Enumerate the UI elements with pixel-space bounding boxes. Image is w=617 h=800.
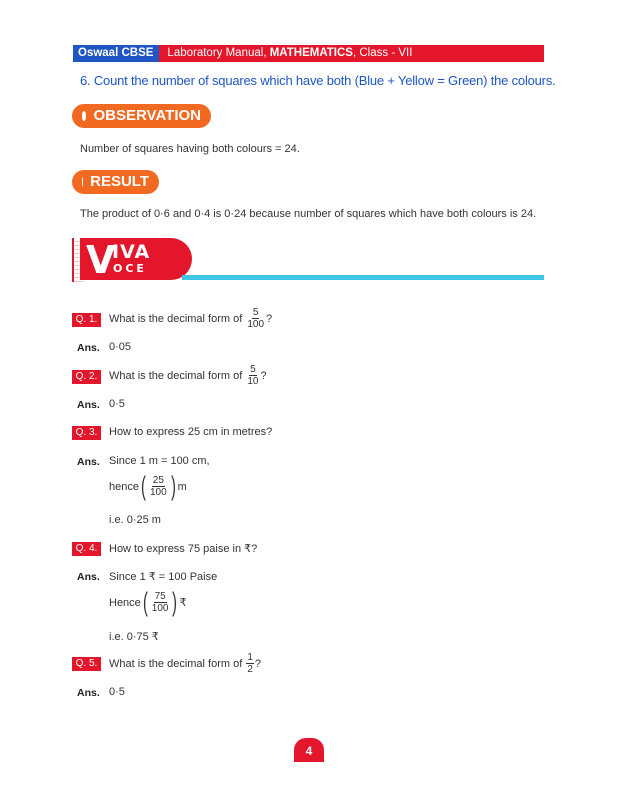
cyan-rule [182, 275, 544, 280]
answer-text: Since 1 ₹ = 100 Paise [109, 571, 218, 583]
question-number: Q. 3. [72, 426, 101, 440]
book-title: Laboratory Manual, MATHEMATICS, Class - VII [159, 45, 544, 62]
answer-label: Ans. [77, 456, 100, 468]
answer-label: Ans. [77, 342, 100, 354]
question-text: What is the decimal form of $\frac{5}{100}$ ? [109, 307, 273, 330]
question-text: What is the decimal form of $\frac{1}{2}$ ? [109, 652, 262, 675]
fraction: $\frac{5}{10}$ [247, 364, 259, 387]
fraction: $\frac{1}{2}$ [247, 652, 253, 675]
viva-iva: IVA [112, 241, 151, 263]
left-paren-icon: ( [142, 587, 148, 617]
question-text: How to express 75 paise in ₹? [109, 543, 258, 555]
question-number: Q. 5. [72, 657, 101, 671]
answer-result: i.e. 0·75 ₹ [109, 631, 159, 643]
header-bar [73, 45, 544, 62]
answer-working: hence ( $\frac{25}{100}$ ) m [109, 471, 187, 501]
observation-text: Number of squares having both colours = 24. [80, 143, 300, 155]
question-number: Q. 4. [72, 542, 101, 556]
observation-heading: OBSERVATION [72, 104, 211, 128]
answer-working: Hence ( $\frac{75}{100}$ ) ₹ [109, 587, 187, 617]
question-number: Q. 2. [72, 370, 101, 384]
right-paren-icon: ) [170, 471, 176, 501]
left-paren-icon: ( [141, 471, 146, 501]
answer-label: Ans. [77, 399, 100, 411]
fraction: $\frac{5}{100}$ [247, 307, 265, 330]
result-text: The product of 0·6 and 0·4 is 0·24 because number of squares which have both colours is 24. [80, 208, 537, 220]
answer-text: Since 1 m = 100 cm, [109, 455, 210, 467]
answer-label: Ans. [77, 687, 100, 699]
bullet-dot-icon [82, 177, 83, 187]
brand-label: Oswaal CBSE [73, 45, 159, 62]
viva-v: V [86, 238, 116, 282]
bullet-dot-icon [82, 111, 86, 121]
result-heading: RESULT [72, 170, 159, 194]
viva-voce-banner [72, 238, 544, 284]
answer-result: i.e. 0·25 m [109, 514, 161, 526]
question-text: How to express 25 cm in metres? [109, 426, 273, 438]
question-text: What is the decimal form of $\frac{5}{10}$ ? [109, 364, 267, 387]
answer-text: 0·5 [109, 686, 125, 698]
viva-oce: OCE [113, 262, 147, 275]
page-number: 4 [294, 738, 324, 762]
answer-label: Ans. [77, 571, 100, 583]
answer-text: 0·5 [109, 398, 125, 410]
question-number: Q. 1. [72, 313, 101, 327]
right-paren-icon: ) [172, 587, 178, 617]
fraction: $\frac{25}{100}$ [149, 475, 167, 498]
answer-text: 0·05 [109, 341, 132, 353]
fraction: $\frac{75}{100}$ [151, 591, 169, 614]
step-6: 6. Count the number of squares which have both (Blue + Yellow = Green) the colours. [80, 73, 556, 88]
